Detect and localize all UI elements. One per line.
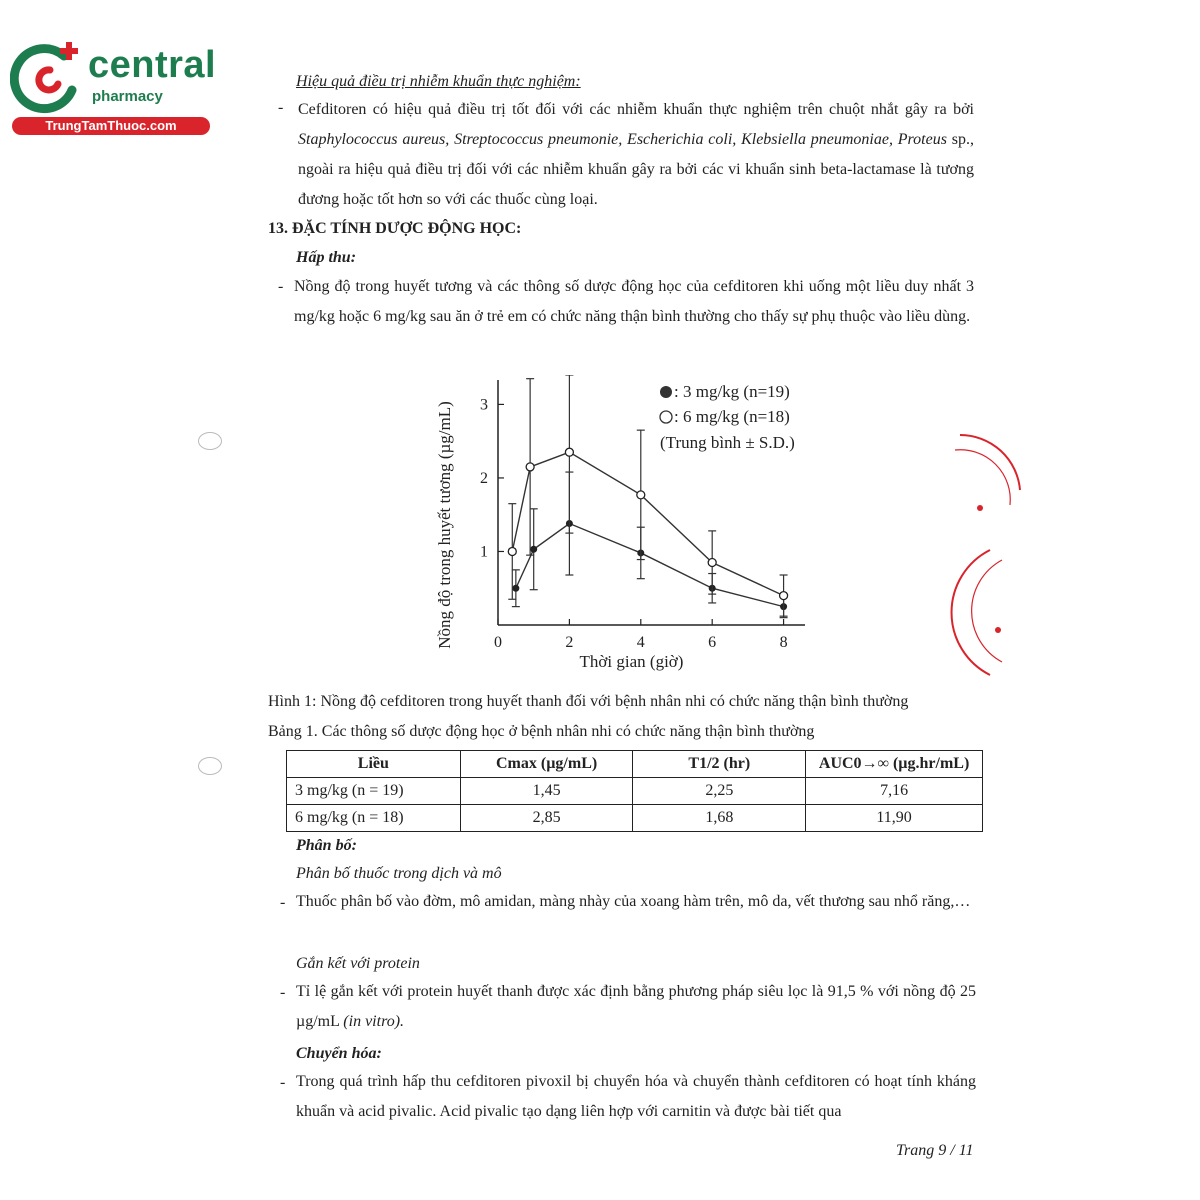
data-point-6mg: [780, 592, 788, 600]
company-stamp-icon: [950, 430, 1022, 680]
exp-heading: Hiệu quả điều trị nhiễm khuẩn thực nghiệm:: [296, 73, 581, 90]
x-tick-label: 2: [565, 634, 574, 651]
x-tick-label: 4: [636, 634, 645, 651]
distribution-text2: Tỉ lệ gắn kết với protein huyết thanh được xác định bằng phương pháp siêu lọc là 91,5 % với nồng độ 25 µg/mL (in vitro).: [296, 983, 976, 1030]
bullet-dash: -: [280, 894, 286, 911]
table-row: [287, 805, 983, 832]
data-point-6mg: [526, 463, 534, 471]
legend-item-3mg: : 3 mg/kg (n=19): [674, 382, 790, 401]
central-pharmacy-logo-icon: [10, 38, 90, 116]
figure-caption: Hình 1: Nồng độ cefditoren trong huyết thanh đối với bệnh nhân nhi có chức năng thận bình thường: [268, 693, 909, 710]
series-line-1: [516, 524, 784, 607]
data-point-6mg: [508, 547, 516, 555]
binder-hole: [198, 432, 222, 450]
distribution-sub2: Gắn kết với protein: [296, 955, 420, 972]
legend-marker-open: [660, 411, 672, 423]
data-point-6mg: [637, 491, 645, 499]
table-cell: 6 mg/kg (n = 18): [287, 805, 461, 832]
data-point-3mg: [512, 585, 519, 592]
data-point-6mg: [565, 448, 573, 456]
brand-site-banner[interactable]: TrungTamThuoc.com: [12, 117, 210, 135]
brand-sub: pharmacy: [92, 88, 163, 105]
data-point-6mg: [708, 559, 716, 567]
pk-table: [286, 750, 983, 832]
bullet-dash: -: [278, 278, 284, 295]
table-row: [287, 778, 983, 805]
y-tick-label: 3: [480, 396, 488, 414]
table-header-row: [287, 751, 983, 778]
y-axis-label: Nồng độ trong huyết tương (µg/mL): [435, 401, 454, 649]
brand-name: central: [88, 44, 217, 86]
exp-paragraph: Cefditoren có hiệu quả điều trị tốt đối với các nhiễm khuẩn thực nghiệm trên chuột nhắt gây ra bởi Staphylococcus aureus, Streptococcus pneumonie, Escherichia coli, Klebsiella pneumoniae, Proteus sp., ngoài ra hiệu quả điều trị đối với các nhiễm khuẩn gây ra bởi các vi khuẩn sinh beta-lactamase là tương đương hoặc tốt hơn so với các thuốc cùng loại.: [298, 101, 974, 208]
table-caption: Bảng 1. Các thông số dược động học ở bệnh nhân nhi có chức năng thận bình thường: [268, 723, 815, 740]
bullet-dash: -: [278, 99, 284, 116]
bullet-dash: -: [280, 984, 286, 1001]
table-header: Cmax (µg/mL): [460, 751, 633, 778]
absorption-paragraph: Nồng độ trong huyết tương và các thông số dược động học của cefditoren khi uống một liều duy nhất 3 mg/kg hoặc 6 mg/kg sau ăn ở trẻ em có chức năng thận bình thường cho thấy sự phụ thuộc vào liều dùng.: [294, 278, 974, 325]
x-axis-label: Thời gian (giờ): [579, 652, 684, 671]
y-tick-label: 1: [480, 543, 488, 561]
distribution-heading: Phân bố:: [296, 837, 357, 854]
data-point-3mg: [530, 546, 537, 553]
binder-hole: [198, 757, 222, 775]
x-tick-label: 0: [494, 634, 502, 651]
absorption-heading: Hấp thu:: [296, 249, 357, 266]
table-cell: 11,90: [806, 805, 983, 832]
distribution-sub1: Phân bố thuốc trong dịch và mô: [296, 865, 502, 882]
table-header: AUC0→∞ (µg.hr/mL): [806, 751, 983, 778]
table-cell: 2,25: [633, 778, 806, 805]
series-line-2: [512, 452, 783, 595]
bullet-dash: -: [280, 1074, 286, 1091]
table-header: T1/2 (hr): [633, 751, 806, 778]
table-cell: 7,16: [806, 778, 983, 805]
section-13-heading: 13. ĐẶC TÍNH DƯỢC ĐỘNG HỌC:: [268, 220, 522, 237]
table-cell: 1,45: [460, 778, 633, 805]
x-tick-label: 6: [708, 634, 717, 651]
distribution-text1: Thuốc phân bố vào đờm, mô amidan, màng nhày của xoang hàm trên, mô da, vết thương sau nhổ răng,…: [296, 893, 971, 910]
metabolism-text: Trong quá trình hấp thu cefditoren pivoxil bị chuyển hóa và chuyển thành cefditoren có hoạt tính kháng khuẩn và acid pivalic. Acid pivalic tạo dạng liên hợp với carnitin và được bài tiết qua: [296, 1073, 976, 1120]
bacteria-species: Staphylococcus aureus, Streptococcus pneumonie, Escherichia coli, Klebsiella pneumoniae, Proteus: [298, 131, 947, 148]
x-tick-label: 8: [779, 634, 788, 651]
concentration-chart: [420, 375, 840, 675]
y-tick-label: 2: [480, 469, 488, 487]
legend-marker-filled: [660, 386, 672, 398]
page-number: Trang 9 / 11: [896, 1142, 974, 1159]
table-cell: 2,85: [460, 805, 633, 832]
table-cell: 3 mg/kg (n = 19): [287, 778, 461, 805]
legend-note: (Trung bình ± S.D.): [660, 433, 795, 452]
table-cell: 1,68: [633, 805, 806, 832]
table-header: Liều: [287, 751, 461, 778]
legend-item-6mg: : 6 mg/kg (n=18): [674, 407, 790, 426]
metabolism-heading: Chuyển hóa:: [296, 1045, 382, 1062]
